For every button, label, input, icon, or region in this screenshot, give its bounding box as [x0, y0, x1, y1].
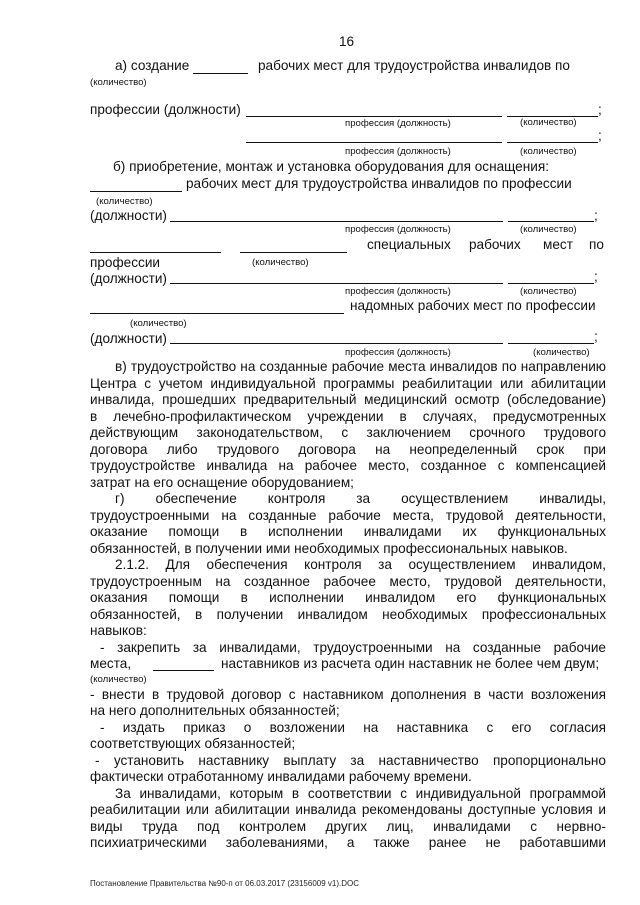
sub-label-quantity: (количество)	[252, 257, 309, 268]
blank-line[interactable]	[170, 283, 503, 284]
nadomnyh-line: надомных рабочих мест по профессии	[350, 298, 596, 313]
bullet-line: - внести в трудовой договор с наставником дополнения в части возложения	[90, 687, 606, 702]
sub-label-quantity: (количество)	[520, 286, 577, 297]
sub-label-profession: профессия (должность)	[345, 347, 451, 358]
blank-line[interactable]	[153, 670, 214, 671]
item-g-line: г) обеспечение контроля за осуществлением инвалиды,	[115, 491, 606, 506]
p212-line: навыков:	[90, 623, 147, 638]
sub-label-profession: профессия (должность)	[345, 146, 451, 157]
blank-line[interactable]	[240, 252, 347, 253]
blank-line[interactable]	[246, 142, 502, 143]
professii-label: профессии	[90, 255, 161, 270]
sub-label-profession: профессия (должность)	[345, 118, 451, 129]
last-line: реабилитации или абилитации инвалида рекомендованы доступные условия и	[90, 802, 606, 817]
item-v-line: инвалида, прошедших предварительный медицинский осмотр (обследование)	[90, 392, 606, 407]
sub-label-quantity: (количество)	[520, 146, 577, 157]
sub-label-quantity: (количество)	[533, 347, 590, 358]
item-g-line: оказание помощи в исполнении инвалидами их функциональных	[90, 524, 606, 539]
dolzhnosti-label: (должности)	[90, 331, 167, 346]
item-g-line: трудоустроенными на созданные рабочие места, трудовой деятельности,	[90, 508, 606, 523]
bullet-line: - установить наставнику выплату за наставничество пропорционально	[95, 753, 606, 768]
blank-line[interactable]	[507, 142, 598, 143]
item-v-line: в лечебно-профилактическом учреждении в случаях, предусмотренных	[90, 409, 606, 424]
blank-line[interactable]	[508, 283, 594, 284]
p212-line: оказания помощи в исполнении инвалидом его функциональных	[90, 590, 606, 605]
semicolon: ;	[598, 102, 602, 117]
blank-line[interactable]	[90, 252, 221, 253]
item-v-line: договора либо трудового договора на неопределенный срок при	[90, 442, 606, 457]
bullet-line: фактически отработанному инвалидами рабочему времени.	[90, 769, 472, 784]
special-word: по	[589, 237, 604, 252]
bullet-line: на него дополнительных обязанностей;	[90, 703, 340, 718]
p212-line: трудоустроенным на созданное рабочее место, трудовой деятельности,	[90, 574, 606, 589]
special-word: специальных	[367, 237, 451, 252]
p212-line: обязанностей, в получении инвалидом необходимых профессиональных	[90, 607, 606, 622]
sub-label-profession: профессия (должность)	[345, 286, 451, 297]
semicolon: ;	[598, 128, 602, 143]
mentor-suffix: наставников из расчета один наставник не более чем двум;	[221, 656, 600, 671]
sub-label-quantity: (количество)	[90, 77, 147, 88]
blank-line[interactable]	[90, 191, 182, 192]
bullet-line: - издать приказ о возложении на наставника с его согласия	[100, 720, 606, 735]
sub-label-quantity: (количество)	[520, 117, 577, 128]
bullet-line: соответствующих обязанностей;	[90, 736, 296, 751]
sub-label-quantity: (количество)	[520, 224, 577, 235]
p212-line: 2.1.2. Для обеспечения контроля за осуществлением инвалидом,	[115, 557, 606, 572]
blank-line[interactable]	[170, 221, 503, 222]
last-line: виды труда под контролем других лиц, инвалидами с нервно-	[90, 819, 606, 834]
dolzhnosti-label: (должности)	[90, 208, 167, 223]
item-a-prefix: а) создание	[115, 58, 190, 73]
profession-label: профессии (должности)	[90, 102, 241, 117]
blank-line[interactable]	[508, 343, 594, 344]
item-b-line1: рабочих мест для трудоустройства инвалидов по профессии	[186, 176, 572, 191]
sub-label-quantity: (количество)	[90, 674, 147, 685]
blank-line[interactable]	[193, 73, 248, 74]
semicolon: ;	[594, 208, 598, 223]
sub-label-quantity: (количество)	[130, 318, 187, 329]
last-line: психиатрическими заболеваниями, а также ранее не работавшими	[90, 835, 606, 850]
blank-line[interactable]	[246, 116, 502, 117]
blank-line[interactable]	[170, 343, 503, 344]
item-v-line: действующим законодательством, с заключением срочного трудового	[90, 425, 606, 440]
page-number: 16	[339, 34, 355, 49]
blank-line[interactable]	[508, 221, 594, 222]
item-b-heading: б) приобретение, монтаж и установка оборудования для оснащения:	[113, 159, 549, 174]
last-line: За инвалидами, которым в соответствии с индивидуальной программой	[115, 786, 606, 801]
item-g-line: обязанностей, в получении ими необходимых профессиональных навыков.	[90, 541, 568, 556]
special-word: рабочих	[469, 237, 521, 252]
sub-label-profession: профессия (должность)	[345, 224, 451, 235]
blank-line[interactable]	[90, 313, 344, 314]
item-v-line: трудоустройстве инвалида на рабочее место, созданное с компенсацией	[90, 458, 606, 473]
item-v-line: затрат на его оснащение оборудованием;	[90, 475, 354, 490]
semicolon: ;	[594, 329, 598, 344]
semicolon: ;	[594, 269, 598, 284]
sub-label-quantity: (количество)	[96, 196, 153, 207]
footer-doc-name: Постановление Правительства №90-п от 06.03.2017 (23156009 v1).DOC	[90, 879, 360, 888]
mentor-prefix: места,	[90, 656, 132, 671]
item-a-suffix: рабочих мест для трудоустройства инвалидов по	[258, 58, 570, 73]
item-v-line: Центра с учетом индивидуальной программы реабилитации или абилитации	[90, 376, 606, 391]
item-v-line: в) трудоустройство на созданные рабочие места инвалидов по направлению	[115, 359, 606, 374]
dolzhnosti-label: (должности)	[90, 271, 167, 286]
special-word: мест	[543, 237, 573, 252]
mentor-line: - закрепить за инвалидами, трудоустроенными на созданные рабочие	[100, 640, 606, 655]
